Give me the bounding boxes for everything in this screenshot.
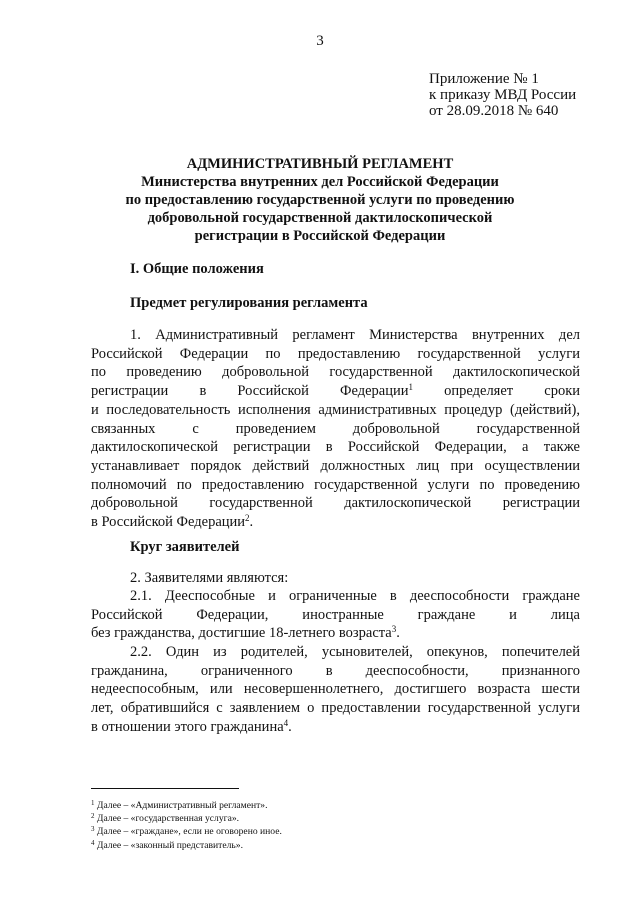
- text-line: [91, 513, 580, 532]
- footnote-number: 1: [91, 799, 95, 807]
- subsection-heading-subject: Предмет регулирования регламента: [130, 295, 368, 311]
- title-line: регистрации в Российской Федерации: [194, 228, 446, 244]
- footnote-number: 3: [91, 825, 95, 834]
- text-line: Российской Федерации, иностранные граждане и лица: [91, 606, 580, 623]
- footnote-ref: 4: [283, 717, 289, 728]
- section-heading-general: I. Общие положения: [130, 261, 264, 277]
- footnote-text: Далее – «граждане», если не оговорено иное.: [94, 826, 282, 838]
- footnote: [91, 839, 282, 852]
- subsection-heading-applicants: Круг заявителей: [130, 539, 240, 555]
- footnote-number: 4: [91, 838, 95, 847]
- text-line: связанных с проведением добровольной государственной: [91, 420, 580, 437]
- footnote-text: Далее – «Административный регламент».: [94, 800, 268, 811]
- appendix-line: Приложение № 1: [429, 71, 539, 87]
- title-line: Министерства внутренних дел Российской Федерации: [141, 174, 499, 190]
- footnote-text: Далее – «государственная услуга».: [94, 813, 240, 825]
- footnote: [91, 812, 282, 825]
- paragraph-2-1: [91, 587, 580, 643]
- paragraph-2: [91, 569, 580, 588]
- appendix-header: [429, 71, 576, 119]
- paragraph-1: [91, 326, 580, 532]
- text-line: и последовательность исполнения административных процедур (действий),: [91, 401, 580, 418]
- footnote-divider: [91, 788, 239, 789]
- text-line: по проведению добровольной государственной дактилоскопической: [91, 364, 580, 381]
- footnote: [91, 799, 282, 812]
- text-line: добровольной государственной дактилоскопической регистрации: [91, 495, 580, 512]
- footnote: [91, 825, 282, 838]
- text-line: [91, 624, 580, 643]
- title-line: АДМИНИСТРАТИВНЫЙ РЕГЛАМЕНТ: [186, 156, 454, 172]
- title-line: добровольной государственной дактилоскопической: [147, 210, 493, 226]
- text-fragment: .: [396, 625, 400, 642]
- footnote-ref: 1: [408, 382, 413, 393]
- footnote-ref: 2: [245, 513, 250, 524]
- footnote-number: 2: [91, 812, 95, 821]
- text-line: полномочий по предоставлению государственной услуги по проведению: [91, 476, 580, 493]
- text-fragment: без гражданства, достигшие 18-летнего возраста: [91, 625, 392, 642]
- text-fragment: определяет сроки: [413, 383, 580, 400]
- title-line: по предоставлению государственной услуги по проведению: [125, 192, 515, 208]
- text-line: [91, 718, 580, 737]
- paragraph-2-2: [91, 643, 580, 737]
- text-line: 2.1. Дееспособные и ограниченные в дееспособности граждане: [130, 588, 580, 604]
- appendix-line: от 28.09.2018 № 640: [429, 103, 559, 119]
- document-title: [60, 155, 580, 245]
- footnotes: [91, 799, 282, 852]
- text-line: [91, 382, 580, 401]
- text-line: дактилоскопической регистрации в Российской Федерации, а также: [91, 439, 580, 456]
- appendix-line: к приказу МВД России: [429, 87, 577, 103]
- footnote-text: Далее – «законный представитель».: [94, 839, 243, 851]
- text-line: устанавливает порядок действий должностных лиц при осуществлении: [91, 457, 580, 474]
- text-line: 1. Административный регламент Министерства внутренних дел: [130, 327, 580, 343]
- text-line: лет, обратившийся с заявлением о предоставлении государственной услуги: [91, 700, 580, 717]
- text-line: 2. Заявителями являются:: [130, 570, 289, 586]
- text-line: 2.2. Один из родителей, усыновителей, опекунов, попечителей: [130, 644, 580, 660]
- text-fragment: .: [249, 514, 254, 531]
- text-line: гражданина, ограниченного в дееспособности, признанного: [91, 662, 580, 679]
- text-fragment: в отношении этого гражданина: [91, 718, 284, 735]
- text-line: Российской Федерации по предоставлению государственной услуги: [91, 345, 580, 362]
- page-number: 3: [316, 33, 324, 49]
- text-line: недееспособным, или несовершеннолетнего, достигшего возраста шести: [91, 681, 580, 698]
- text-fragment: .: [288, 718, 292, 735]
- text-fragment: регистрации в Российской Федерации: [91, 383, 409, 400]
- text-fragment: в Российской Федерации: [91, 514, 246, 531]
- footnote-ref: 3: [391, 624, 397, 635]
